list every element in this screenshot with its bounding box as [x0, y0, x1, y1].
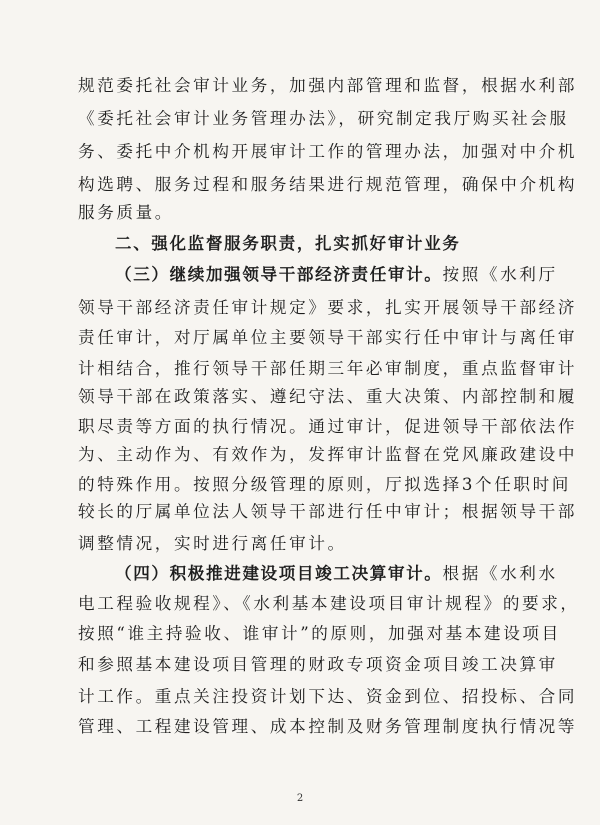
section-3-title: （三）继续加强领导干部经济责任审计。	[115, 265, 443, 284]
section-3-line-9: 调整情况，实时进行离任审计。	[78, 534, 347, 553]
section-4-title: （四）积极推进建设项目竣工决算审计。	[115, 564, 443, 583]
body-line-5: 服务质量。	[78, 203, 174, 222]
body-line-4: 构选聘、服务过程和服务结果进行规范管理，确保中介机构	[78, 175, 578, 194]
section-4-line-3: 和参照基本建设项目管理的财政专项资金项目竣工决算审	[78, 655, 558, 674]
section-3-first-line-rest: 按照《水利厅	[442, 265, 558, 284]
section-4-line-4: 计工作。重点关注投资计划下达、资金到位、招投标、合同	[78, 687, 578, 706]
section-4-first-line-rest: 根据《水利水	[442, 564, 558, 583]
page-number: 2	[296, 793, 304, 804]
section-4-first-line	[115, 563, 558, 585]
section-3-first-line	[115, 264, 558, 286]
section-3-line-7: 的特殊作用。按照分级管理的原则，厅拟选择3个任职时间	[78, 475, 571, 494]
section-4-line-5: 管理、工程建设管理、成本控制及财务管理制度执行情况等	[78, 717, 578, 736]
section-4-line-2: 按照“谁主持验收、谁审计”的原则，加强对基本建设项目	[78, 624, 561, 643]
body-line-1: 规范委托社会审计业务，加强内部管理和监督，根据水利部	[78, 76, 578, 95]
section-3-line-1: 领导干部经济责任审计规定》要求，扎实开展领导干部经济	[78, 298, 578, 317]
section-heading-2: 二、强化监督服务职责，扎实抓好审计业务	[115, 234, 461, 253]
section-3-line-5: 职尽责等方面的执行情况。通过审计，促进领导干部依法作	[78, 417, 578, 436]
section-3-line-2: 责任审计，对厅属单位主要领导干部实行任中审计与离任审	[78, 328, 578, 347]
section-4-line-1: 电工程验收规程》、《水利基本建设项目审计规程》的要求，	[78, 594, 580, 613]
section-3-line-3: 计相结合，推行领导干部任期三年必审制度，重点监督审计	[78, 359, 578, 378]
body-line-2: 《委托社会审计业务管理办法》，研究制定我厅购买社会服	[78, 109, 569, 128]
body-line-3: 务、委托中介机构开展审计工作的管理办法，加强对中介机	[78, 142, 578, 161]
section-3-line-4: 领导干部在政策落实、遵纪守法、重大决策、内部控制和履	[78, 387, 578, 406]
section-3-line-8: 较长的厅属单位法人领导干部进行任中审计；根据领导干部	[78, 502, 578, 521]
section-3-line-6: 为、主动作为、有效作为，发挥审计监督在党风廉政建设中	[78, 445, 578, 464]
